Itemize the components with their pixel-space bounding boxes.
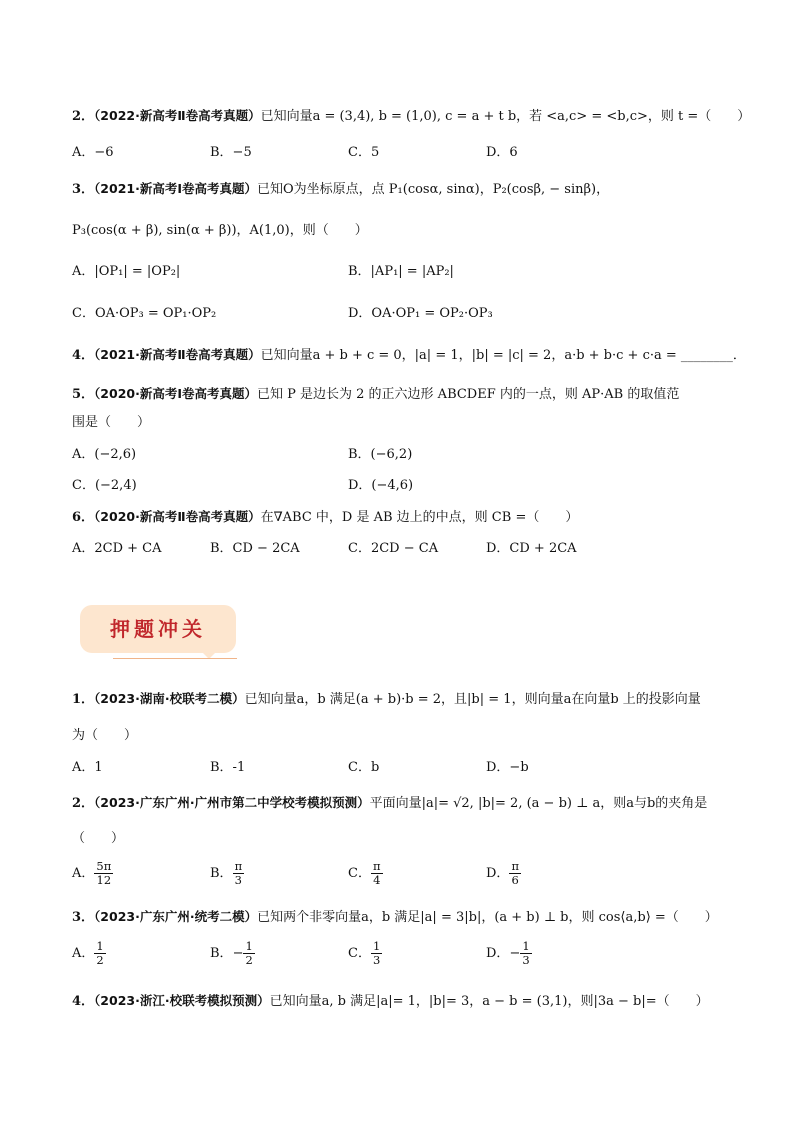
option-d xyxy=(486,860,521,887)
question-number: 2． xyxy=(72,109,95,124)
numerator: 1 xyxy=(245,939,253,953)
denominator: 12 xyxy=(96,873,112,887)
question-source: （2020·新高考Ⅱ卷高考真题） xyxy=(94,509,261,524)
question-source: （2021·新高考Ⅰ卷高考真题） xyxy=(94,181,257,196)
option-b: B．−5 xyxy=(210,145,252,160)
options-row xyxy=(72,144,732,164)
options-row xyxy=(72,446,732,466)
option-label: B． xyxy=(210,866,233,881)
question-number: 3． xyxy=(72,910,95,925)
numerator: 1 xyxy=(96,939,104,953)
option-b: B．-1 xyxy=(210,760,246,775)
question-text: 已知向量a, b 满足|a|= 1，|b|= 3，a − b = (3,1)，则|3a − b|=（ ） xyxy=(269,994,709,1009)
question-source: （2023·浙江·校联考模拟预测） xyxy=(94,993,270,1008)
option-b: B．CD − 2CA xyxy=(210,541,300,556)
numerator: π xyxy=(372,859,381,873)
option-c: C．OA·OP₃ = OP₁·OP₂ xyxy=(72,306,217,321)
denominator: 3 xyxy=(522,953,530,967)
option-c xyxy=(348,940,382,967)
option-label: C． xyxy=(348,866,371,881)
question-2020-hexagon xyxy=(72,385,679,404)
question-continuation: 围是（ ） xyxy=(72,415,151,430)
banner-underline xyxy=(113,658,237,659)
denominator: 2 xyxy=(245,953,253,967)
option-a xyxy=(72,940,106,967)
section-banner xyxy=(80,605,236,653)
question-2023-zhejiang xyxy=(72,992,709,1011)
option-a: A．|OP₁| = |OP₂| xyxy=(72,264,181,279)
options-row xyxy=(72,305,732,325)
numerator: π xyxy=(511,859,519,873)
numerator: 1 xyxy=(522,939,530,953)
question-number: 4． xyxy=(72,994,95,1009)
question-text: 已知向量a + b + c = 0，|a| = 1，|b| = |c| = 2，a·b + b·c + c·a = ________． xyxy=(260,348,746,363)
question-text: 已知两个非零向量a，b 满足|a| = 3|b|，(a + b) ⊥ b，则 cos⟨a,b⟩ =（ ） xyxy=(257,910,718,925)
section-banner-title: 押题冲关 xyxy=(110,617,206,641)
question-continuation: P₃(cos(α + β), sin(α + β))，A(1,0)，则（ ） xyxy=(72,223,368,238)
option-b xyxy=(210,860,244,887)
option-a: A．2CD + CA xyxy=(72,541,162,556)
question-source: （2023·广东广州·统考二模） xyxy=(94,909,258,924)
option-d xyxy=(486,940,532,967)
fraction xyxy=(94,940,105,967)
question-text: 已知向量a = (3,4), b = (1,0), c = a + t b，若 <a,c> = <b,c>，则 t =（ ） xyxy=(260,109,751,124)
question-text: 已知向量a，b 满足(a + b)·b = 2，且|b| = 1，则向量a在向量b 上的投影向量 xyxy=(244,692,701,707)
option-d: D．CD + 2CA xyxy=(486,541,577,556)
question-text: 已知 P 是边长为 2 的正六边形 ABCDEF 内的一点，则 AP·AB 的取值范 xyxy=(257,387,680,402)
options-row xyxy=(72,940,732,974)
denominator: 3 xyxy=(372,953,381,967)
question-2021-vector-sum xyxy=(72,346,746,365)
option-b: B．|AP₁| = |AP₂| xyxy=(348,264,454,279)
option-d: D．OA·OP₁ = OP₂·OP₃ xyxy=(348,306,493,321)
question-2020-midpoint xyxy=(72,508,578,527)
option-b xyxy=(210,940,255,967)
option-c xyxy=(348,860,383,887)
option-c: C．(−2,4) xyxy=(72,478,137,493)
question-2023-hunan xyxy=(72,690,701,709)
option-d: D．(−4,6) xyxy=(348,478,414,493)
numerator: π xyxy=(234,859,243,873)
question-continuation: 为（ ） xyxy=(72,728,138,743)
question-source: （2021·新高考Ⅱ卷高考真题） xyxy=(94,347,261,362)
fraction xyxy=(233,860,245,887)
option-c: C．5 xyxy=(348,145,380,160)
denominator: 3 xyxy=(234,873,242,887)
question-2023-guangzhou-exam xyxy=(72,908,718,927)
option-label: A． xyxy=(72,946,95,961)
question-number: 1． xyxy=(72,692,95,707)
option-label: D． xyxy=(486,946,510,961)
options-row xyxy=(72,860,732,894)
options-row xyxy=(72,759,732,779)
option-c: C．b xyxy=(348,760,380,775)
question-number: 2． xyxy=(72,796,95,811)
question-continuation: （ ） xyxy=(72,831,125,846)
option-b: B．(−6,2) xyxy=(348,447,413,462)
fraction xyxy=(94,860,113,887)
option-label: B． xyxy=(210,946,233,961)
option-d: D．−b xyxy=(486,760,529,775)
options-row xyxy=(72,477,732,497)
question-text: 已知O为坐标原点，点 P₁(cosα, sinα)，P₂(cosβ, − sinβ)， xyxy=(257,182,610,197)
question-text: 平面向量|a|= √2, |b|= 2, (a − b) ⊥ a，则a与b的夹角是 xyxy=(369,796,708,811)
option-label: C． xyxy=(348,946,371,961)
denominator: 6 xyxy=(511,873,519,887)
option-a: A．(−2,6) xyxy=(72,447,137,462)
question-2022-vectors xyxy=(72,107,750,126)
options-row xyxy=(72,263,732,283)
sign: − xyxy=(232,946,244,961)
question-source: （2020·新高考Ⅰ卷高考真题） xyxy=(94,386,257,401)
question-2023-guangzhou-school xyxy=(72,794,707,813)
numerator: 5π xyxy=(96,859,112,873)
question-number: 4． xyxy=(72,348,95,363)
fraction xyxy=(243,940,254,967)
fraction xyxy=(520,940,531,967)
option-a: A．1 xyxy=(72,760,103,775)
fraction xyxy=(509,860,521,887)
option-a xyxy=(72,860,113,887)
options-row xyxy=(72,540,732,560)
denominator: 2 xyxy=(96,953,104,967)
question-source: （2023·湖南·校联考二模） xyxy=(94,691,245,706)
denominator: 4 xyxy=(373,873,381,887)
question-source: （2022·新高考Ⅱ卷高考真题） xyxy=(94,108,261,123)
option-c: C．2CD − CA xyxy=(348,541,439,556)
numerator: 1 xyxy=(372,939,381,953)
option-d: D．6 xyxy=(486,145,518,160)
question-number: 6． xyxy=(72,510,95,525)
question-source: （2023·广东广州·广州市第二中学校考模拟预测） xyxy=(94,795,370,810)
sign: − xyxy=(509,946,521,961)
option-label: D． xyxy=(486,866,510,881)
question-2021-points xyxy=(72,180,609,199)
fraction xyxy=(371,940,382,967)
question-number: 5． xyxy=(72,387,95,402)
question-text: 在∇ABC 中，D 是 AB 边上的中点，则 CB =（ ） xyxy=(260,510,579,525)
question-number: 3． xyxy=(72,182,95,197)
option-a: A．−6 xyxy=(72,145,114,160)
option-label: A． xyxy=(72,866,95,881)
fraction xyxy=(371,860,383,887)
